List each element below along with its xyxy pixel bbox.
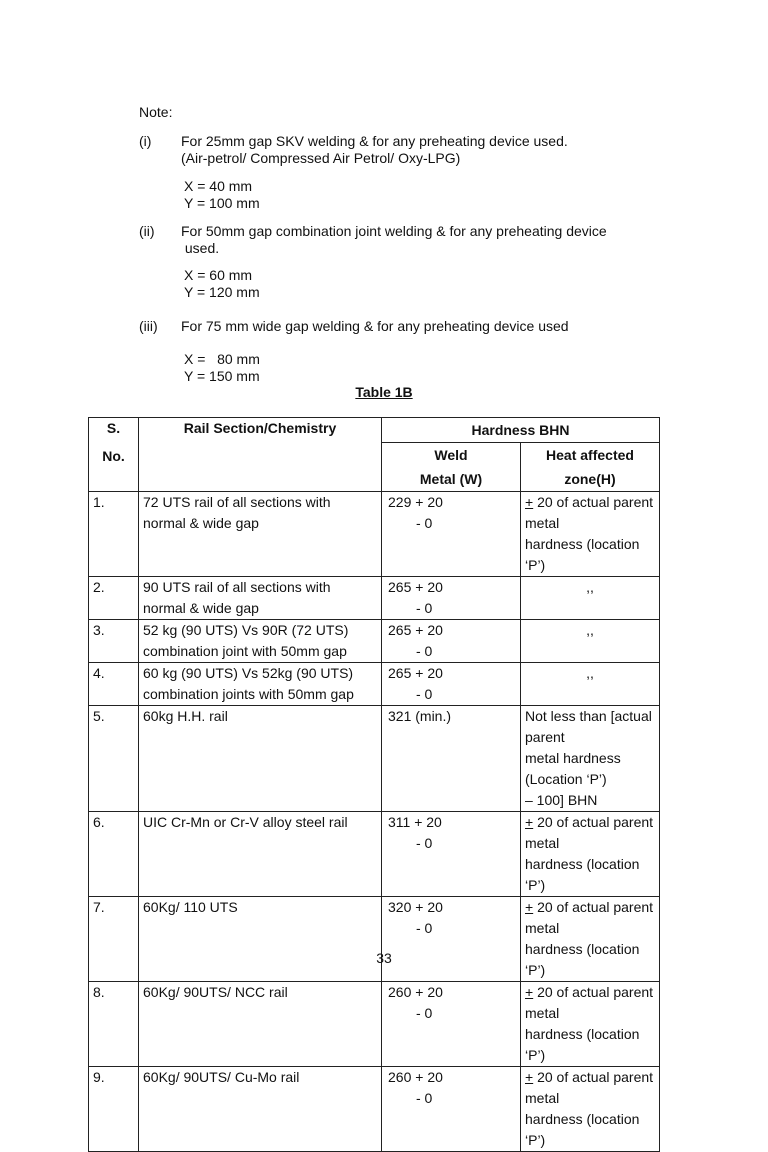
note-item-3-x-value: X = 80 mm: [184, 351, 260, 367]
hardness-table: [88, 417, 660, 1152]
cell-weld-metal: 265 + 20 - 0: [382, 577, 521, 620]
header-hardness-bhn: Hardness BHN: [382, 418, 660, 443]
note-item-2-line1: For 50mm gap combination joint welding & for any preheating device: [181, 223, 607, 239]
header-heat-affected-zone: Heat affected zone(H): [521, 443, 660, 492]
cell-weld-metal: 311 + 20 - 0: [382, 812, 521, 897]
note-item-3-y-value: Y = 150 mm: [184, 368, 260, 384]
cell-heat-affected-zone-ditto: ,,: [521, 663, 660, 706]
cell-sno: 7.: [89, 897, 139, 982]
cell-weld-metal: 260 + 20 - 0: [382, 1067, 521, 1152]
table-title: Table 1B: [355, 384, 413, 400]
cell-rail-section: 72 UTS rail of all sections with normal & wide gap: [139, 492, 382, 577]
cell-rail-section: 90 UTS rail of all sections with normal & wide gap: [139, 577, 382, 620]
table-row: [89, 1067, 660, 1152]
table-row: [89, 706, 660, 812]
cell-heat-affected-zone: Not less than [actual parent metal hardness (Location ‘P’) – 100] BHN: [521, 706, 660, 812]
cell-sno: 3.: [89, 620, 139, 663]
cell-rail-section: UIC Cr-Mn or Cr-V alloy steel rail: [139, 812, 382, 897]
cell-sno: 8.: [89, 982, 139, 1067]
header-sno: S. No.: [89, 418, 139, 492]
table-row: [89, 577, 660, 620]
table-row: [89, 492, 660, 577]
cell-heat-affected-zone-ditto: ,,: [521, 620, 660, 663]
cell-rail-section: 60Kg/ 90UTS/ Cu-Mo rail: [139, 1067, 382, 1152]
note-item-2-y-value: Y = 120 mm: [184, 284, 260, 300]
cell-heat-affected-zone: + 20 of actual parent metal hardness (location ‘P’): [521, 897, 660, 982]
header-rail-section: Rail Section/Chemistry: [139, 418, 382, 492]
note-item-1-line2: (Air-petrol/ Compressed Air Petrol/ Oxy-LPG): [181, 150, 461, 166]
cell-weld-metal: 229 + 20 - 0: [382, 492, 521, 577]
cell-sno: 2.: [89, 577, 139, 620]
cell-sno: 4.: [89, 663, 139, 706]
cell-heat-affected-zone: + 20 of actual parent metal hardness (location ‘P’): [521, 982, 660, 1067]
cell-sno: 9.: [89, 1067, 139, 1152]
cell-weld-metal: 260 + 20 - 0: [382, 982, 521, 1067]
cell-weld-metal: 321 (min.): [382, 706, 521, 812]
cell-heat-affected-zone: + 20 of actual parent metal hardness (location ‘P’): [521, 1067, 660, 1152]
page-number: 33: [376, 950, 392, 966]
cell-heat-affected-zone: + 20 of actual parent metal hardness (location ‘P’): [521, 492, 660, 577]
note-item-1-number: (i): [139, 133, 152, 149]
cell-heat-affected-zone-ditto: ,,: [521, 577, 660, 620]
cell-weld-metal: 265 + 20 - 0: [382, 620, 521, 663]
note-item-3-line1: For 75 mm wide gap welding & for any preheating device used: [181, 318, 569, 334]
table-row: [89, 897, 660, 982]
table-row: [89, 663, 660, 706]
note-item-3-number: (iii): [139, 318, 158, 334]
cell-sno: 5.: [89, 706, 139, 812]
note-heading: Note:: [139, 104, 173, 120]
cell-rail-section: 60 kg (90 UTS) Vs 52kg (90 UTS) combination joints with 50mm gap: [139, 663, 382, 706]
cell-heat-affected-zone: + 20 of actual parent metal hardness (location ‘P’): [521, 812, 660, 897]
note-item-1-x-value: X = 40 mm: [184, 178, 253, 194]
table-row: [89, 982, 660, 1067]
cell-rail-section: 60Kg/ 110 UTS: [139, 897, 382, 982]
cell-rail-section: 52 kg (90 UTS) Vs 90R (72 UTS) combination joint with 50mm gap: [139, 620, 382, 663]
note-item-2-line2: used.: [181, 240, 220, 256]
note-item-2-number: (ii): [139, 223, 155, 239]
cell-weld-metal: 265 + 20 - 0: [382, 663, 521, 706]
note-item-2-x-value: X = 60 mm: [184, 267, 253, 283]
table-row: [89, 620, 660, 663]
header-weld-metal: Weld Metal (W): [382, 443, 521, 492]
cell-rail-section: 60Kg/ 90UTS/ NCC rail: [139, 982, 382, 1067]
note-item-1-line1: For 25mm gap SKV welding & for any preheating device used.: [181, 133, 568, 149]
cell-weld-metal: 320 + 20 - 0: [382, 897, 521, 982]
cell-sno: 1.: [89, 492, 139, 577]
cell-sno: 6.: [89, 812, 139, 897]
table-row: [89, 812, 660, 897]
note-item-1-y-value: Y = 100 mm: [184, 195, 260, 211]
cell-rail-section: 60kg H.H. rail: [139, 706, 382, 812]
